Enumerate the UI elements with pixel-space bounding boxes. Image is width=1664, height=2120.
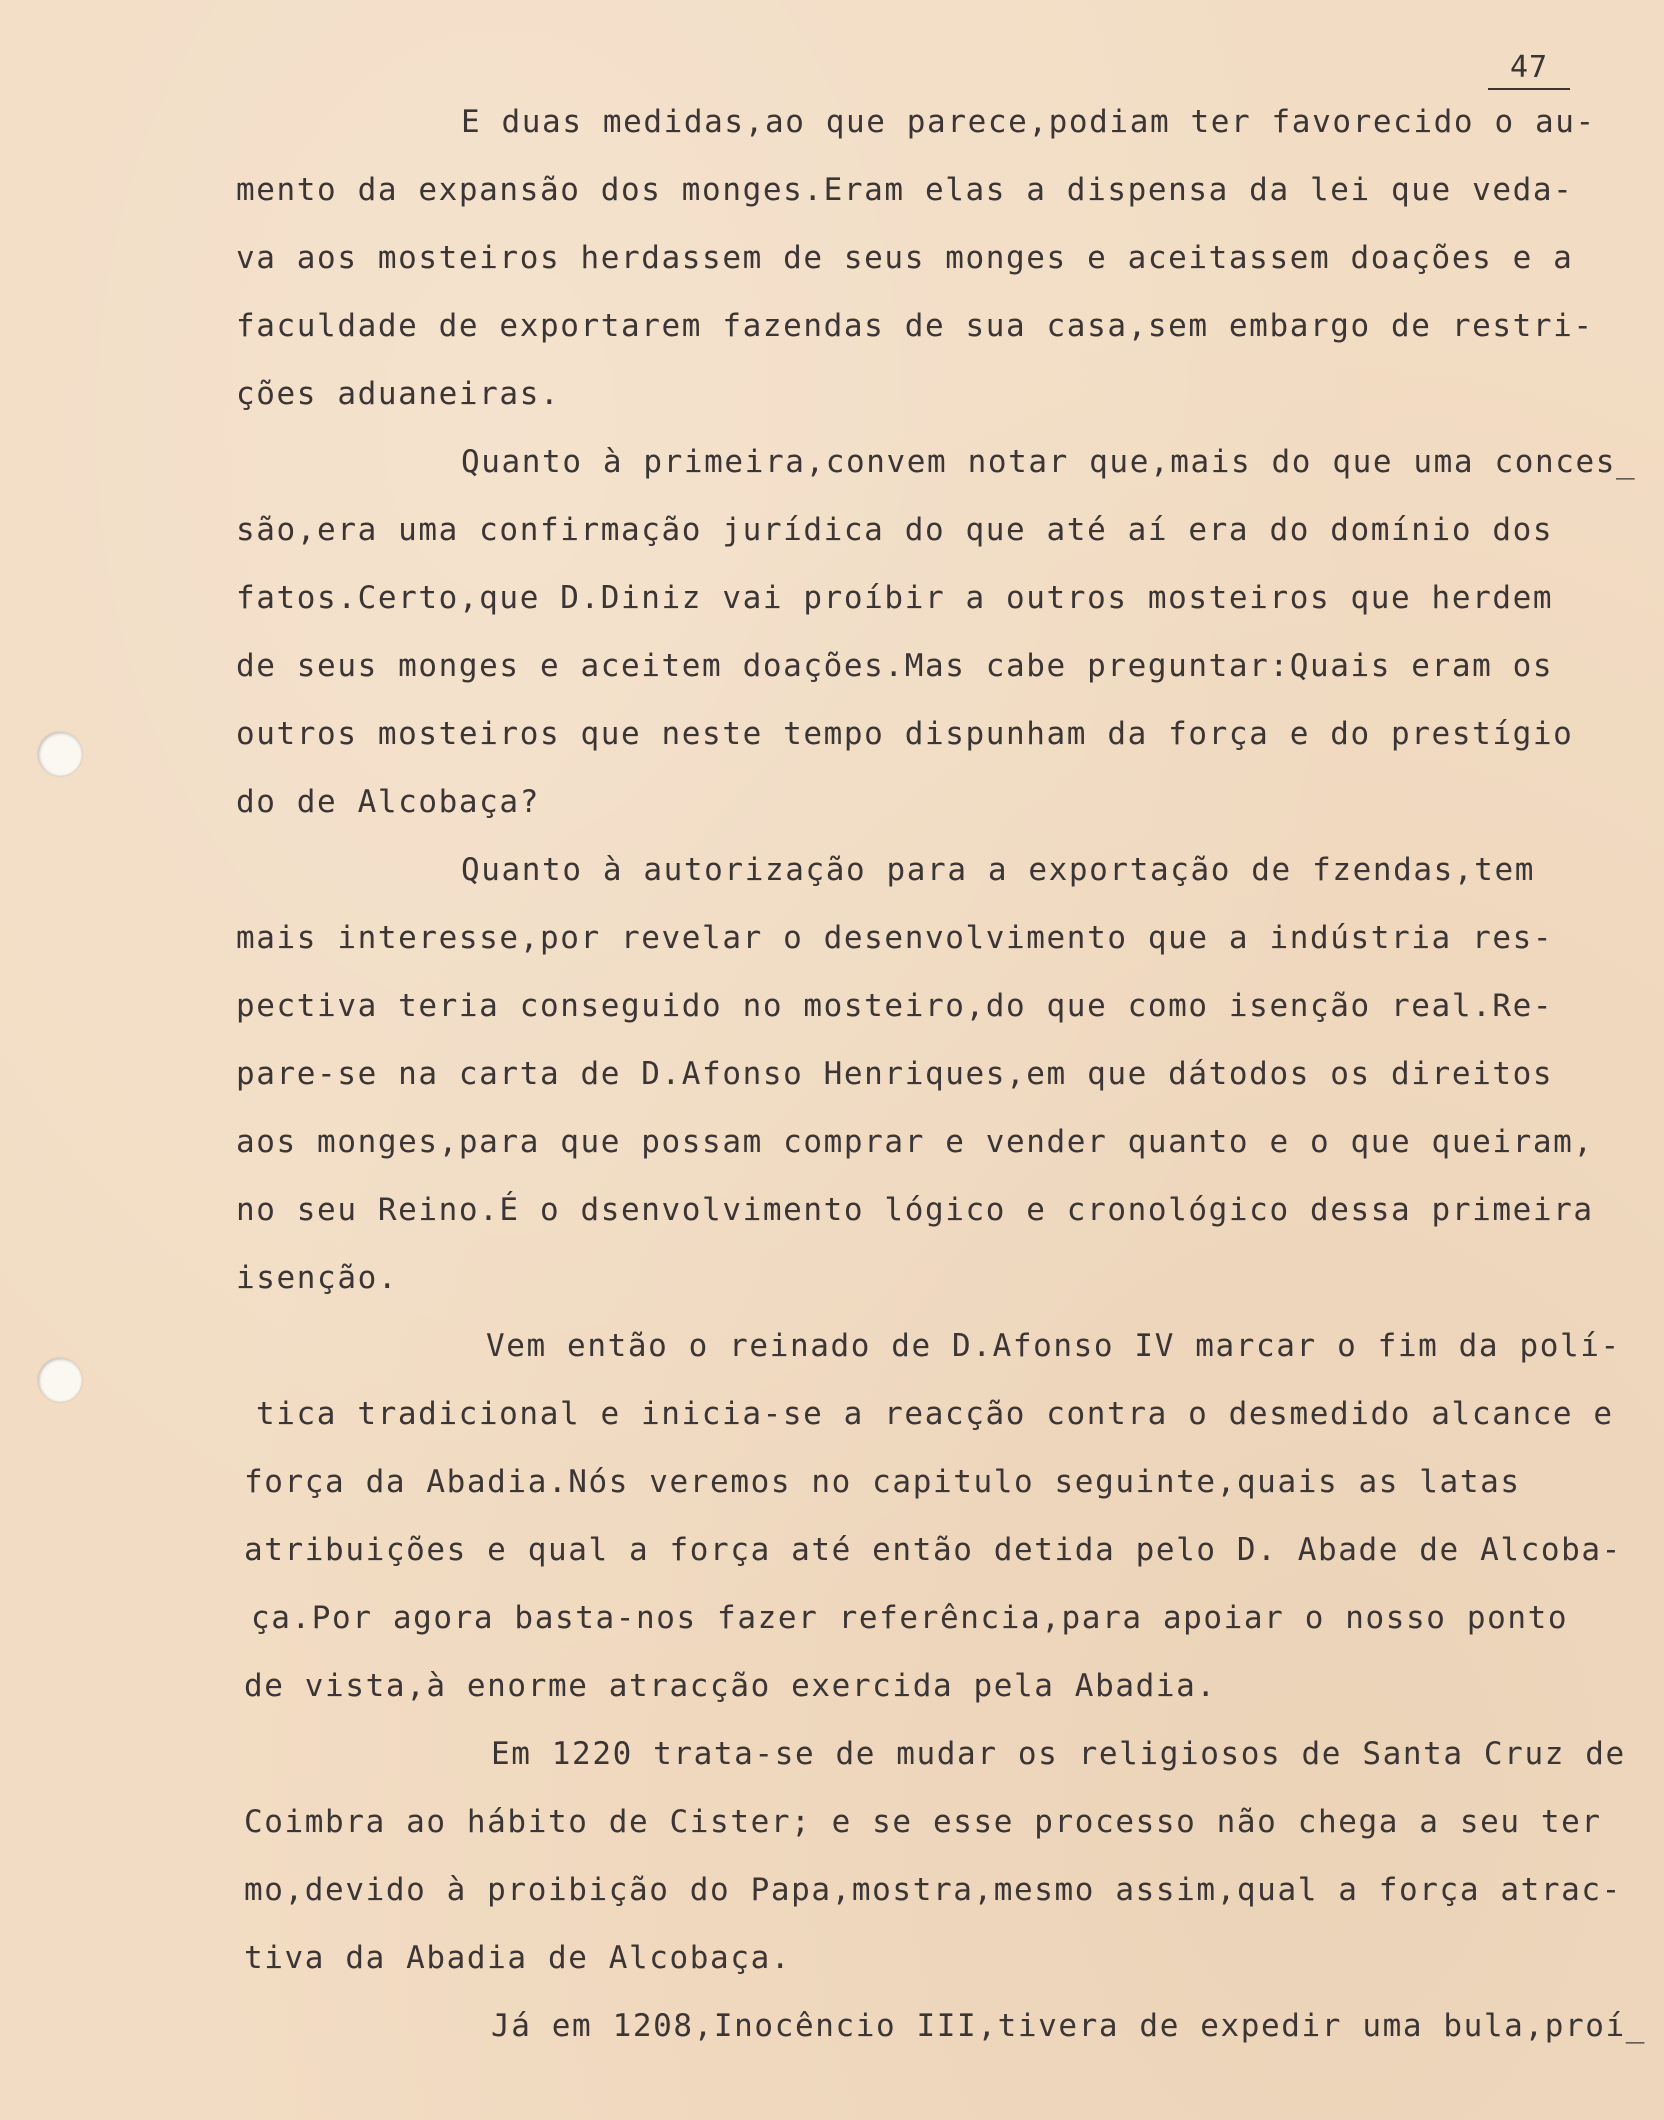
- text-line: são,era uma confirmação jurídica do que até aí era do domínio dos: [236, 512, 1554, 548]
- text-line: atribuições e qual a força até então detida pelo D. Abade de Alcoba-: [244, 1532, 1622, 1568]
- text-line: Coimbra ao hábito de Cister; e se esse processo não chega a seu ter: [244, 1804, 1602, 1840]
- text-line: va aos mosteiros herdassem de seus monges e aceitassem doações e a: [236, 240, 1574, 276]
- text-line: Quanto à primeira,convem notar que,mais do que uma conces_: [461, 444, 1637, 480]
- text-line: faculdade de exportarem fazendas de sua casa,sem embargo de restri-: [236, 308, 1594, 344]
- text-line: isenção.: [236, 1260, 399, 1296]
- text-line: força da Abadia.Nós veremos no capitulo seguinte,quais as latas: [244, 1464, 1521, 1500]
- text-line: Em 1220 trata-se de mudar os religiosos de Santa Cruz de: [491, 1736, 1626, 1772]
- text-line: do de Alcobaça?: [236, 784, 540, 820]
- punch-hole: [38, 1358, 82, 1402]
- text-line: ça.Por agora basta-nos fazer referência,para apoiar o nosso ponto: [251, 1600, 1569, 1636]
- text-line: ções aduaneiras.: [236, 376, 561, 412]
- text-line: Já em 1208,Inocêncio III,tivera de expedir uma bula,proí_: [491, 2008, 1647, 2044]
- text-line: no seu Reino.É o dsenvolvimento lógico e cronológico dessa primeira: [236, 1192, 1594, 1228]
- text-line: tiva da Abadia de Alcobaça.: [244, 1940, 792, 1976]
- text-line: aos monges,para que possam comprar e vender quanto e o que queiram,: [236, 1124, 1594, 1160]
- body-text: [236, 88, 1647, 2060]
- text-line: tica tradicional e inicia-se a reacção contra o desmedido alcance e: [256, 1396, 1614, 1432]
- text-line: pectiva teria conseguido no mosteiro,do que como isenção real.Re-: [236, 988, 1554, 1024]
- text-line: de seus monges e aceitem doações.Mas cabe preguntar:Quais eram os: [236, 648, 1554, 684]
- punch-hole: [38, 732, 82, 776]
- text-line: pare-se na carta de D.Afonso Henriques,em que dátodos os direitos: [236, 1056, 1554, 1092]
- text-line: de vista,à enorme atracção exercida pela Abadia.: [244, 1668, 1217, 1704]
- text-line: outros mosteiros que neste tempo dispunham da força e do prestígio: [236, 716, 1574, 752]
- page-number: 47: [1488, 50, 1570, 90]
- text-line: fatos.Certo,que D.Diniz vai proíbir a outros mosteiros que herdem: [236, 580, 1554, 616]
- text-line: mento da expansão dos monges.Eram elas a dispensa da lei que veda-: [236, 172, 1574, 208]
- text-line: mais interesse,por revelar o desenvolvimento que a indústria res-: [236, 920, 1554, 956]
- text-line: Quanto à autorização para a exportação de fzendas,tem: [461, 852, 1535, 888]
- text-line: E duas medidas,ao que parece,podiam ter favorecido o au-: [461, 104, 1596, 140]
- text-line: mo,devido à proibição do Papa,mostra,mesmo assim,qual a força atrac-: [244, 1872, 1622, 1908]
- text-line: Vem então o reinado de D.Afonso IV marcar o fim da polí-: [486, 1328, 1621, 1364]
